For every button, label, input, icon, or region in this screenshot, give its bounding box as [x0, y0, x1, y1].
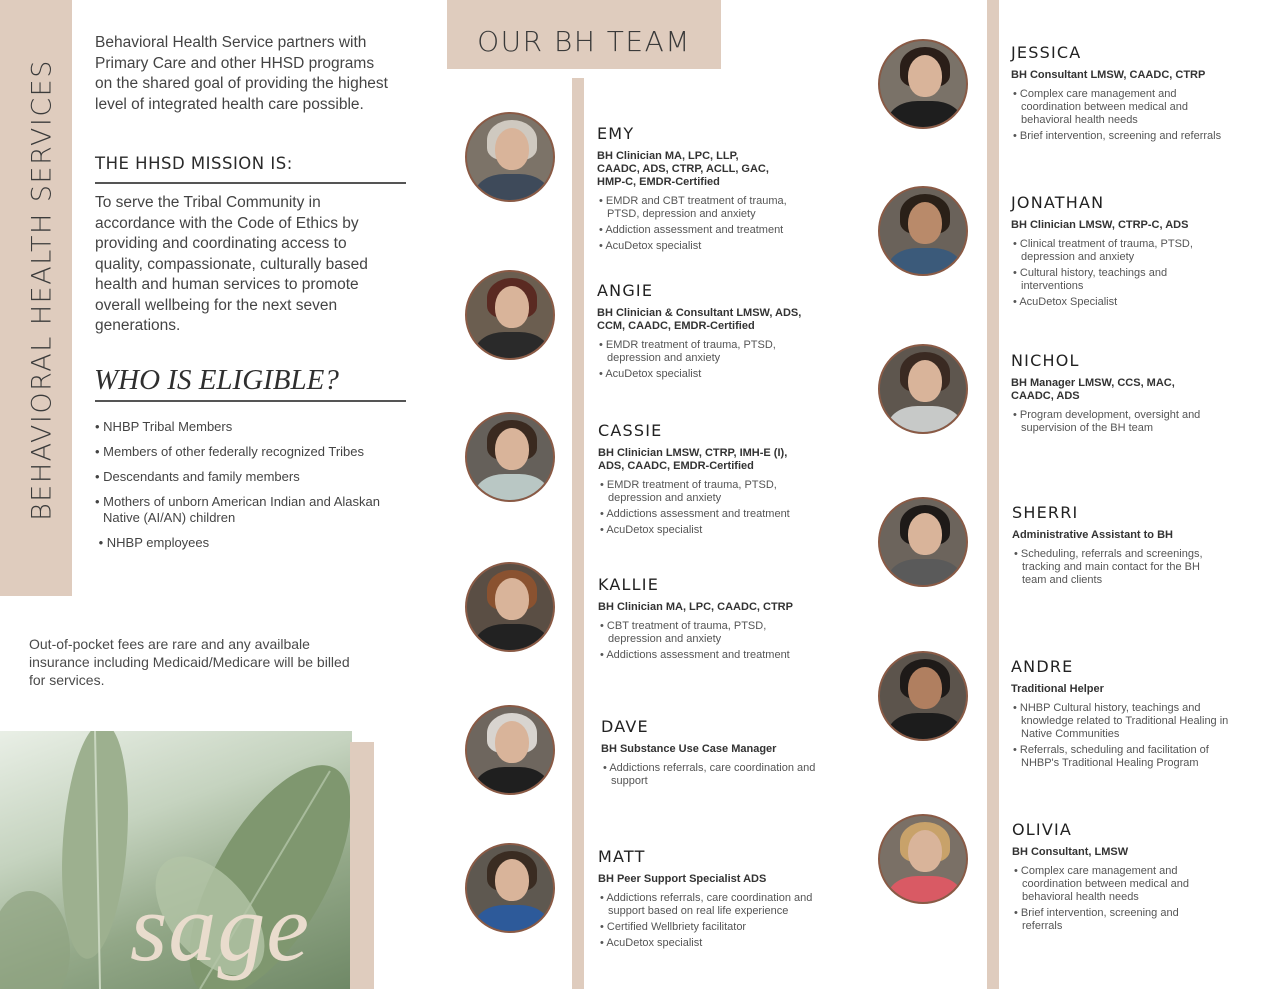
jonathan-photo	[878, 186, 968, 276]
member-duties	[597, 195, 812, 253]
member-name: SHERRI	[1012, 503, 1079, 522]
member-duty: • AcuDetox Specialist	[1011, 296, 1221, 309]
olivia-photo	[878, 814, 968, 904]
member-duty: • Addictions assessment and treatment	[598, 508, 823, 521]
member-name: NICHOL	[1011, 351, 1080, 370]
nichol-photo	[878, 344, 968, 434]
member-role: BH Manager LMSW, CCS, MAC, CAADC, ADS	[1011, 377, 1175, 402]
member-duty: • Addictions referrals, care coordination and support	[601, 762, 826, 788]
member-duty: • Cultural history, teachings and interventions	[1011, 267, 1181, 293]
member-duties	[601, 762, 826, 788]
member-role: BH Clinician MA, LPC, CAADC, CTRP	[598, 601, 793, 613]
member-jonathan	[1011, 193, 1251, 312]
member-duty: • AcuDetox specialist	[597, 240, 812, 253]
member-duty: • NHBP Cultural history, teachings and knowledge related to Traditional Healing in Native Communities	[1011, 702, 1231, 741]
emy-photo	[465, 112, 555, 202]
member-angie	[597, 281, 837, 384]
member-name: JONATHAN	[1011, 193, 1105, 212]
member-duty: • Scheduling, referrals and screenings, tracking and main contact for the BH team and clients	[1012, 548, 1227, 587]
member-andre	[1011, 657, 1251, 773]
andre-photo	[878, 651, 968, 741]
member-name: CASSIE	[598, 421, 663, 440]
member-duty: • Brief intervention, screening and referrals	[1011, 130, 1256, 143]
matt-photo	[465, 843, 555, 933]
angie-photo	[465, 270, 555, 360]
member-duty: • EMDR and CBT treatment of trauma, PTSD, depression and anxiety	[597, 195, 812, 221]
member-duties	[598, 892, 830, 950]
member-duties	[597, 339, 802, 381]
sage-word: sage	[130, 874, 310, 981]
member-sherri	[1012, 503, 1252, 590]
member-duties	[1011, 238, 1221, 309]
member-duties	[598, 620, 823, 662]
eligible-list	[95, 419, 415, 560]
member-duty: • Complex care management and coordination between medical and behavioral health needs	[1012, 865, 1217, 904]
member-duty: • Referrals, scheduling and facilitation of NHBP's Traditional Healing Program	[1011, 744, 1236, 770]
eligible-item: • NHBP Tribal Members	[95, 419, 233, 434]
member-name: MATT	[598, 847, 646, 866]
mission-text: To serve the Tribal Community in accordance with the Code of Ethics by providing and coordinating access to quality, compassionate, culturally based health and human services to promote overall wellbeing for the next seven generations.	[95, 194, 368, 334]
member-duty: • Program development, oversight and supervision of the BH team	[1011, 409, 1226, 435]
member-duty: • Certified Wellbriety facilitator	[598, 921, 830, 934]
member-duty: • CBT treatment of trauma, PTSD, depression and anxiety	[598, 620, 803, 646]
member-duty: • Clinical treatment of trauma, PTSD, depression and anxiety	[1011, 238, 1221, 264]
jessica-photo	[878, 39, 968, 129]
member-name: DAVE	[601, 717, 649, 736]
member-duties	[1011, 409, 1226, 435]
eligible-divider	[95, 400, 406, 402]
member-role: BH Clinician & Consultant LMSW, ADS, CCM, CAADC, EMDR-Certified	[597, 307, 802, 332]
member-role: BH Clinician LMSW, CTRP, IMH-E (I), ADS, CAADC, EMDR-Certified	[598, 447, 788, 472]
member-name: ANDRE	[1011, 657, 1074, 676]
sherri-photo	[878, 497, 968, 587]
intro-paragraph: Behavioral Health Service partners with Primary Care and other HHSD programs on the shared goal of providing the highest level of integrated health care possible.	[95, 34, 388, 113]
member-role: BH Consultant LMSW, CAADC, CTRP	[1011, 69, 1206, 81]
member-duty: • AcuDetox specialist	[598, 524, 823, 537]
column-divider-middle	[572, 78, 584, 989]
side-title: BEHAVIORAL HEALTH SERVICES	[26, 59, 58, 521]
member-cassie	[598, 421, 838, 540]
member-kallie	[598, 575, 838, 665]
dave-photo	[465, 705, 555, 795]
member-duty: • Addictions assessment and treatment	[598, 649, 823, 662]
member-duties	[1012, 865, 1217, 933]
eligible-item: • NHBP employees	[95, 535, 210, 550]
mission-divider	[95, 182, 406, 184]
member-duty: • AcuDetox specialist	[598, 937, 830, 950]
member-duty: • EMDR treatment of trauma, PTSD, depression and anxiety	[597, 339, 802, 365]
member-duty: • Complex care management and coordination between medical and behavioral health needs	[1011, 88, 1216, 127]
member-duty: • EMDR treatment of trauma, PTSD, depression and anxiety	[598, 479, 788, 505]
member-role: BH Peer Support Specialist ADS	[598, 873, 767, 885]
team-title: OUR BH TEAM	[477, 25, 691, 58]
member-duties	[1011, 88, 1256, 143]
kallie-photo	[465, 562, 555, 652]
column-divider-right	[987, 0, 999, 989]
member-name: EMY	[597, 124, 635, 143]
member-role: BH Clinician MA, LPC, LLP, CAADC, ADS, CTRP, ACLL, GAC, HMP-C, EMDR-Certified	[597, 150, 769, 188]
member-duty: • Addictions referrals, care coordination and support based on real life experience	[598, 892, 830, 918]
sage-accent-bar	[350, 742, 374, 989]
member-role: Administrative Assistant to BH	[1012, 529, 1173, 541]
member-duties	[1011, 702, 1236, 770]
member-role: BH Clinician LMSW, CTRP-C, ADS	[1011, 219, 1189, 231]
cassie-photo	[465, 412, 555, 502]
member-role: BH Substance Use Case Manager	[601, 743, 777, 755]
member-name: ANGIE	[597, 281, 654, 300]
member-dave	[601, 717, 841, 791]
eligible-item: • Members of other federally recognized Tribes	[95, 444, 365, 459]
member-duties	[598, 479, 823, 537]
member-name: KALLIE	[598, 575, 660, 594]
member-name: JESSICA	[1011, 43, 1082, 62]
member-jessica	[1011, 43, 1251, 146]
member-duty: • AcuDetox specialist	[597, 368, 802, 381]
member-name: OLIVIA	[1012, 820, 1073, 839]
fees-note: Out-of-pocket fees are rare and any availbale insurance including Medicaid/Medicare will be billed for services.	[29, 636, 350, 688]
member-matt	[598, 847, 838, 953]
member-duty: • Addiction assessment and treatment	[597, 224, 812, 237]
eligible-item: • Mothers of unborn American Indian and Alaskan Native (AI/AN) children	[95, 494, 380, 525]
member-olivia	[1012, 820, 1252, 936]
member-duty: • Brief intervention, screening and referrals	[1012, 907, 1192, 933]
eligible-item: • Descendants and family members	[95, 469, 300, 484]
member-role: Traditional Helper	[1011, 683, 1104, 695]
member-role: BH Consultant, LMSW	[1012, 846, 1129, 858]
member-duties	[1012, 548, 1227, 587]
eligible-heading: WHO IS ELIGIBLE?	[94, 364, 339, 396]
member-emy	[597, 124, 837, 256]
mission-heading: THE HHSD MISSION IS:	[95, 154, 293, 173]
member-nichol	[1011, 351, 1251, 438]
